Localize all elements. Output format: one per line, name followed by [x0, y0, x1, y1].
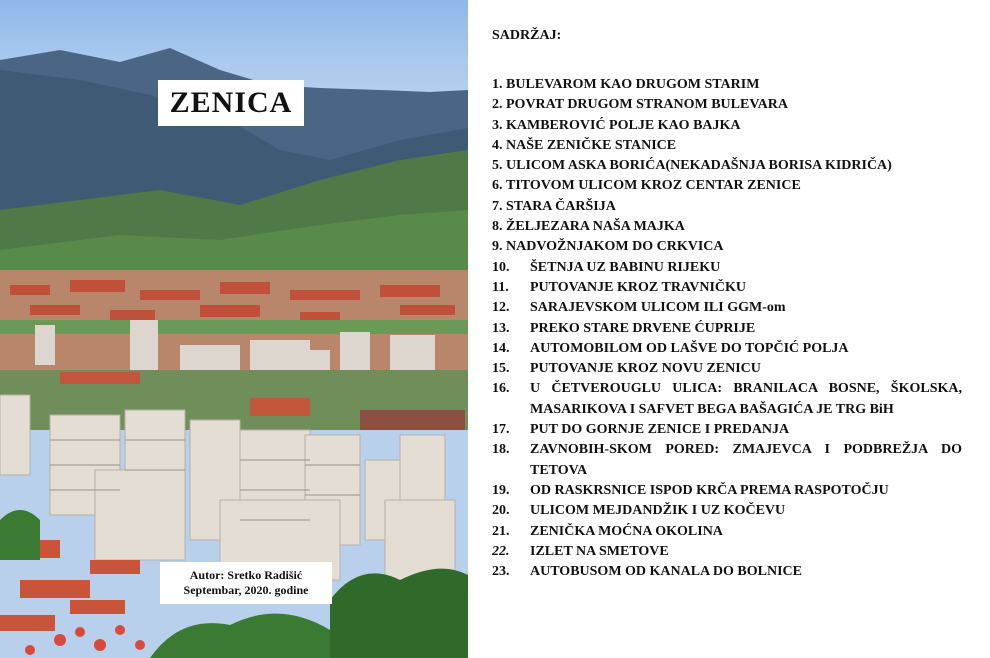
list-item: [492, 217, 962, 237]
list-item-number: 8.: [492, 219, 503, 235]
list-item: [492, 156, 962, 176]
cover-photo: [0, 0, 468, 658]
list-item-number: 16.: [492, 381, 510, 397]
list-item: [492, 278, 962, 298]
list-item: [492, 237, 962, 257]
list-item: [492, 258, 962, 278]
list-item-text: ŠETNJA UZ BABINU RIJEKU: [530, 259, 721, 275]
list-item: [492, 379, 962, 420]
list-item-text: ZAVNOBIH-SKOM PORED: ZMAJEVCA I PODBREŽJA DO TETOVA: [530, 442, 962, 478]
list-item-number: 7.: [492, 198, 503, 214]
list-item-number: 23.: [492, 564, 510, 580]
list-item-number: 2.: [492, 97, 503, 113]
list-item-number: 12.: [492, 300, 510, 316]
list-item: [492, 420, 962, 440]
list-item: [492, 298, 962, 318]
date-line: Septembar, 2020. godine: [183, 583, 309, 597]
list-item-number: 1.: [492, 77, 503, 92]
table-of-contents: [470, 0, 990, 658]
list-item-number: 21.: [492, 523, 510, 539]
list-item-text: OD RASKRSNICE ISPOD KRČA PREMA RASPOTOČJU: [530, 482, 889, 498]
list-item: [492, 176, 962, 196]
list-item-number: 4.: [492, 137, 503, 153]
list-item-number: 22.: [492, 543, 510, 559]
list-item-number: 17.: [492, 422, 510, 438]
list-item-number: 18.: [492, 442, 510, 458]
list-item: [492, 116, 962, 136]
list-item: [492, 339, 962, 359]
list-item-number: 20.: [492, 503, 510, 519]
list-item-text: STARA ČARŠIJA: [506, 198, 616, 214]
list-item-text: ULICOM ASKA BORIĆA(NEKADAŠNJA BORISA KIDRIČA): [506, 158, 892, 174]
list-item: [492, 522, 962, 542]
toc-list: [492, 75, 962, 582]
list-item-text: U ČETVEROUGLU ULICA: BRANILACA BOSNE, ŠKOLSKA, MASARIKOVA I SAFVET BEGA BAŠAGIĆA JE TRG BiH: [530, 381, 962, 417]
list-item: [492, 95, 962, 115]
list-item-text: ŽELJEZARA NAŠA MAJKA: [506, 219, 685, 235]
list-item-text: BULEVAROM KAO DRUGOM STARIM: [506, 77, 760, 92]
list-item-text: AUTOBUSOM OD KANALA DO BOLNICE: [530, 564, 803, 580]
list-item-text: PREKO STARE DRVENE ĆUPRIJE: [530, 320, 756, 336]
list-item-text: NAŠE ZENIČKE STANICE: [506, 137, 677, 153]
list-item-number: 9.: [492, 239, 503, 255]
list-item-number: 11.: [492, 279, 509, 295]
author-box: [160, 562, 332, 604]
list-item: [492, 501, 962, 521]
list-item-text: PUTOVANJE KROZ TRAVNIČKU: [530, 279, 747, 295]
list-item-text: PUTOVANJE KROZ NOVU ZENICU: [530, 361, 761, 377]
list-item-number: 3.: [492, 117, 503, 133]
list-item: [492, 481, 962, 501]
list-item: [492, 197, 962, 217]
list-item: [492, 319, 962, 339]
list-item: [492, 562, 962, 582]
list-item-number: 15.: [492, 361, 510, 377]
list-item-text: IZLET NA SMETOVE: [530, 543, 669, 559]
list-item-text: PUT DO GORNJE ZENICE I PREDANJA: [530, 422, 790, 438]
list-item-text: NADVOŽNJAKOM DO CRKVICA: [506, 239, 724, 255]
list-item: [492, 440, 962, 481]
list-item-text: AUTOMOBILOM OD LAŠVE DO TOPČIĆ POLJA: [530, 340, 849, 356]
list-item-text: ULICOM MEJDANDŽIK I UZ KOČEVU: [530, 503, 786, 519]
list-item-number: 10.: [492, 259, 510, 275]
list-item-number: 5.: [492, 158, 503, 174]
list-item: [492, 136, 962, 156]
cover-title: ZENICA: [158, 80, 304, 126]
list-item-text: KAMBEROVIĆ POLJE KAO BAJKA: [506, 117, 741, 133]
list-item: [492, 359, 962, 379]
list-item-number: 19.: [492, 482, 510, 498]
list-item-text: ZENIČKA MOĆNA OKOLINA: [530, 523, 723, 539]
list-item-text: SARAJEVSKOM ULICOM ILI GGM-om: [530, 300, 786, 316]
toc-heading: SADRŽAJ:: [492, 28, 562, 43]
list-item-number: 6.: [492, 178, 503, 194]
list-item-number: 14.: [492, 340, 510, 356]
list-item-text: TITOVOM ULICOM KROZ CENTAR ZENICE: [506, 178, 801, 194]
list-item-text: POVRAT DRUGOM STRANOM BULEVARA: [506, 97, 788, 113]
author-line: Autor: Sretko Radišić: [189, 568, 303, 582]
list-item: [492, 542, 962, 562]
list-item: [492, 75, 962, 95]
list-item-number: 13.: [492, 320, 510, 336]
